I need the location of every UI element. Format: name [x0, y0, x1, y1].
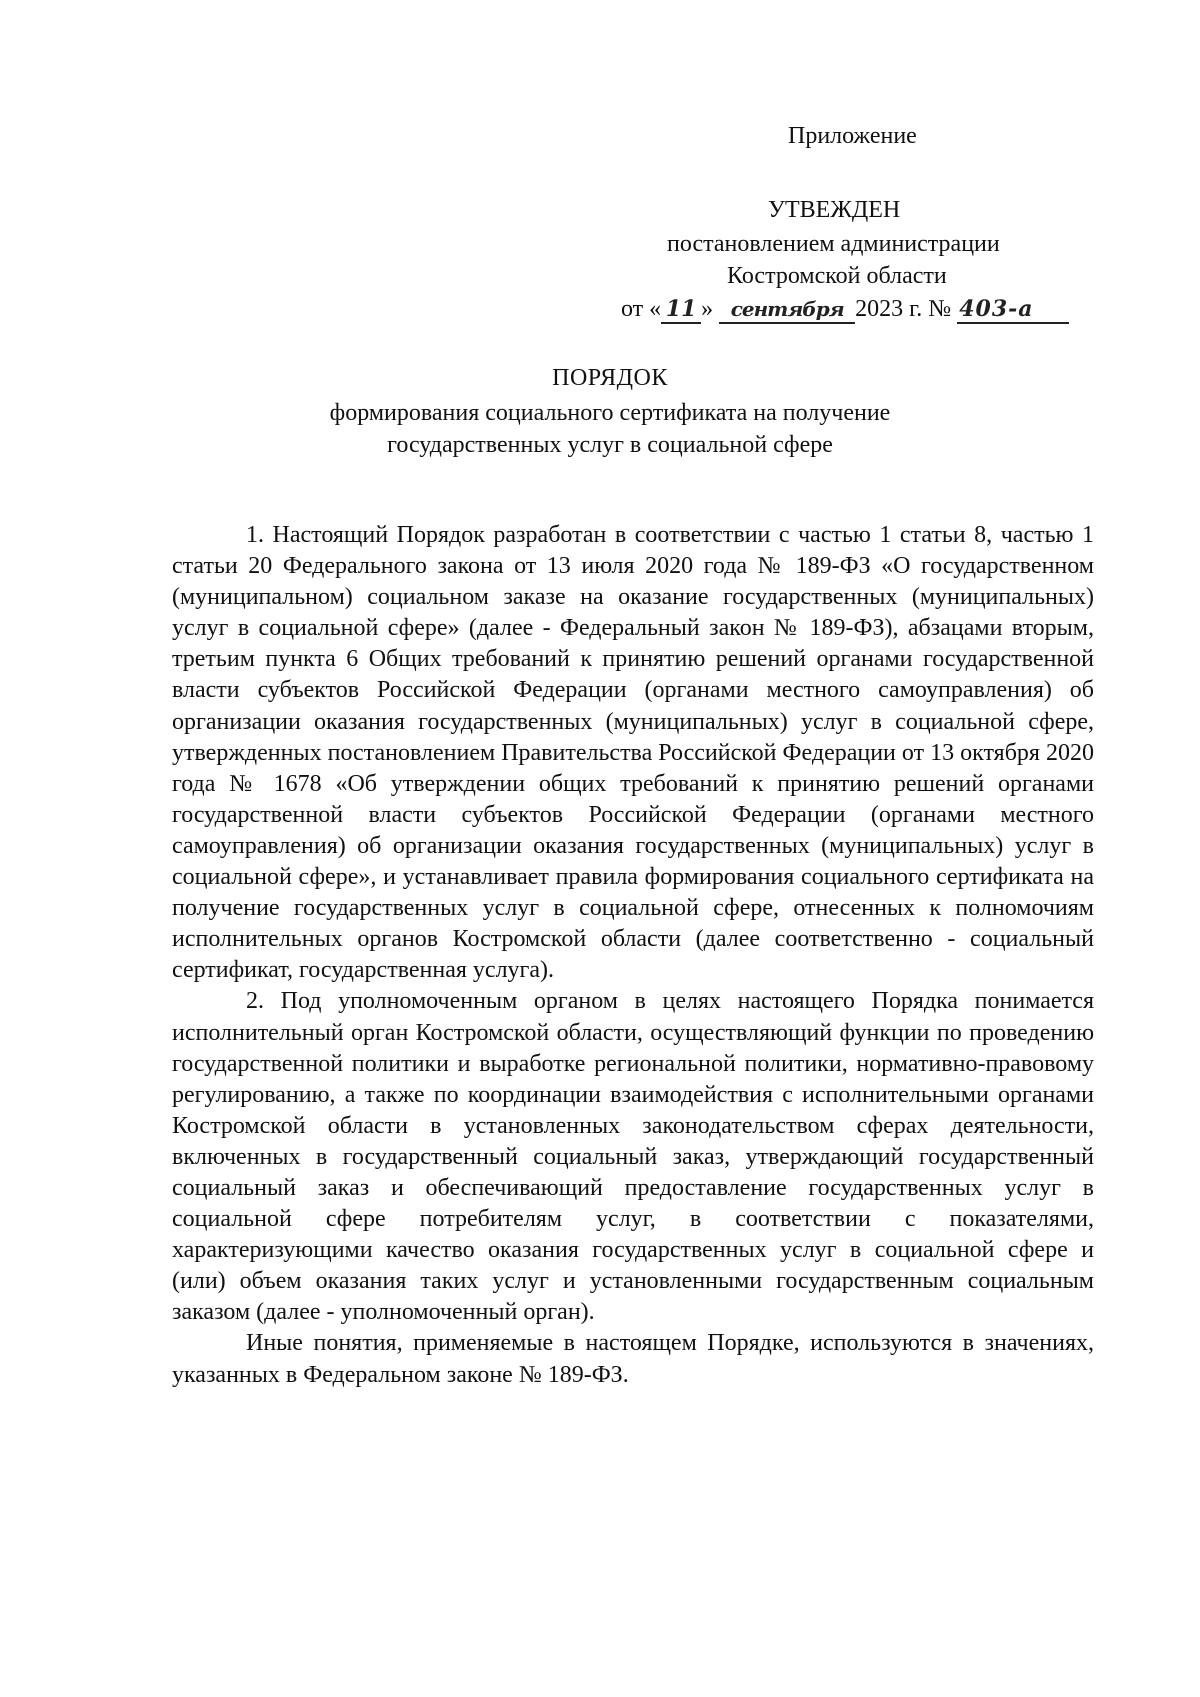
- document-subtitle-line2: государственных услуг в социальной сфере: [387, 432, 833, 458]
- document-subtitle-line1: формирования социального сертификата на получение: [329, 400, 891, 426]
- date-year: 2023 г. №: [855, 296, 952, 322]
- paragraph-1: 1. Настоящий Порядок разработан в соответствии с частью 1 статьи 8, частью 1 статьи 20 Федерального закона от 13 июля 2020 года № 189-ФЗ «О государственном (муниципальном) социальном заказе на оказание государственных (муниципальных) услуг в социальной сфере» (далее - Федеральный закон № 189-ФЗ), абзацами вторым, третьим пункта 6 Общих требований к принятию решений органами государственной власти субъектов Российской Федерации (органами местного самоуправления) об организации оказания государственных (муниципальных) услуг в социальной сфере, утвержденных постановлением Правительства Российской Федерации от 13 октября 2020 года № 1678 «Об утверждении общих требований к принятию решений органами государственной власти субъектов Российской Федерации (органами местного самоуправления) об организации оказания государственных (муниципальных) услуг в социальной сфере», и устанавливает правила формирования социального сертификата на получение государственных услуг в социальной сфере, отнесенных к полномочиям исполнительных органов Костромской области (далее соответственно - социальный сертификат, государственная услуга).: [172, 522, 1094, 984]
- approved-label: УТВЕЖДЕН: [768, 197, 901, 223]
- handwritten-day: 11: [661, 296, 701, 324]
- approved-by-line1: постановлением администрации: [667, 231, 1000, 257]
- document-title: ПОРЯДОК: [552, 365, 668, 391]
- resolution-date-line: [621, 293, 1069, 329]
- date-mid: »: [701, 296, 714, 322]
- handwritten-doc-number: 403-а: [957, 296, 1069, 324]
- date-prefix: от «: [621, 296, 662, 322]
- document-body: [172, 520, 1094, 1391]
- paragraph-2: 2. Под уполномоченным органом в целях настоящего Порядка понимается исполнительный орган Костромской области, осуществляющий функции по проведению государственной политики и выработке региональной политики, нормативно-правовому регулированию, а также по координации взаимодействия с исполнительными органами Костромской области в установленных законодательством сферах деятельности, включенных в государственный социальный заказ, утверждающий государственный социальный заказ и обеспечивающий предоставление государственных услуг в социальной сфере потребителям услуг, в соответствии с показателями, характеризующими качество оказания государственных услуг в социальной сфере и (или) объем оказания таких услуг и установленными государственным социальным заказом (далее - уполномоченный орган).: [172, 988, 1094, 1326]
- paragraph-3: Иные понятия, применяемые в настоящем Порядке, используются в значениях, указанных в Федеральном законе № 189-ФЗ.: [172, 1330, 1094, 1388]
- approved-by-line2: Костромской области: [727, 263, 947, 289]
- handwritten-month: сентября: [719, 296, 855, 324]
- document-title-block: [160, 362, 1060, 461]
- appendix-label: Приложение: [788, 123, 917, 149]
